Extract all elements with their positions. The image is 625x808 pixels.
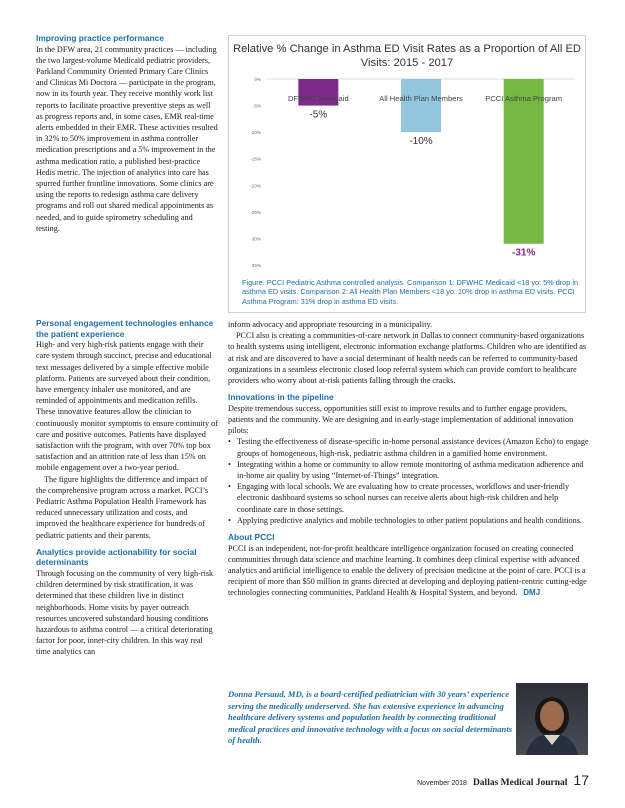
author-bio: Donna Persaud, MD, is a board-certified pediatrician with 30 years’ experience serving the medically underserved. She has extensive experience in advancing healthcare delivery systems and population health by connecting traditional medical practices and innovative technology with a focus on social determinants of health. bbox=[228, 689, 513, 746]
category-label: DFWHC Medicaid bbox=[287, 94, 349, 103]
y-tick-label: 0% bbox=[254, 77, 261, 82]
y-tick-label: -30% bbox=[250, 236, 261, 242]
footer-date: November 2018 bbox=[417, 780, 467, 787]
about-pcci-text: PCCI is an independent, not-for-profit healthcare intelligence organization focused on creating connected communities through data science and machine learning. It combines deep clinical expertise with advanced analytics and artificial intelligence to enable the delivery of precision medicine at the point of care. PCCI is a recipient of more than $50 million in grants directed at developing and deploying patient-centric cutting-edge technologies connecting communities, Parkland Health & Hospital System, and beyond. bbox=[228, 543, 587, 598]
dmj-end-mark: DMJ bbox=[523, 588, 541, 598]
bar-chart bbox=[229, 36, 587, 276]
y-tick-label: -10% bbox=[250, 130, 261, 136]
left-column-bottom bbox=[36, 318, 218, 658]
section-heading-practice-performance: Improving practice performance bbox=[36, 33, 164, 43]
chart-title: Relative % Change in Asthma ED Visit Rates as a Proportion of All ED Visits: 2015 - 2017 bbox=[232, 43, 582, 69]
section-heading-social-determinants: Analytics provide actionability for social determinants bbox=[36, 546, 197, 568]
section-heading-about-pcci: About PCCI bbox=[228, 532, 275, 543]
y-tick-label: -5% bbox=[252, 103, 261, 109]
bar-pcci-asthma-program bbox=[504, 79, 544, 244]
section-heading-personal-engagement: Personal engagement technologies enhance the patient experience bbox=[36, 318, 214, 339]
figure-caption: Figure. PCCI Pediatric Asthma controlled analysis. Comparison 1: DFWHC Medicaid <18 yo: 5% drop in asthma ED visits. Comparison 2: All Health Plan Members <18 yo: 10% drop in asthma ED visits. PCCI Asthma Program: 31% drop in asthma ED visits. bbox=[242, 278, 578, 306]
about-pcci-paragraph bbox=[228, 543, 589, 599]
left-column-top bbox=[36, 33, 218, 234]
chart-figure bbox=[228, 35, 586, 313]
bullet-item: • Engaging with local schools. We are evaluating how to create processes, workflows and user-friendly electronic dashboard systems so school nurses can receive alerts about high-risk children and help coordinate care in those settings. bbox=[228, 481, 589, 515]
communities-of-care-paragraph: PCCI also is creating a communities-of-care network in Dallas to connect community-based organizations to health systems using intelligent, electronic information exchange platforms. Children who are identified as at risk and are discovered to have a social determinant of health needs can be referred to community-based organizations in a seamless electronic closed loop referral system which can provide comfort to healthcare providers who worry about at-risk patients falling through the cracks. bbox=[228, 331, 587, 386]
data-label: -31% bbox=[511, 247, 536, 259]
category-label: All Health Plan Members bbox=[379, 94, 463, 103]
y-tick-label: -35% bbox=[250, 263, 261, 268]
data-label: -5% bbox=[309, 109, 328, 121]
innovation-bullets bbox=[228, 436, 589, 526]
footer-journal-name: Dallas Medical Journal bbox=[472, 778, 568, 788]
personal-engagement-paragraph: High- and very high-risk patients engage with their care system through succinct, precise and educational text messages delivered by a simple effective mobile platform. Patients are surveyed about their condition, have emergency inhaler use monitored, and are reminded of appointments and medication refills. These innovative features allow the clinician to continuously monitor symptoms to ensure continuity of care and positive outcomes. Patients have displayed satisfaction with the program, with over 70% top box satisfaction and an attrition rate of less than 15% on mobile engagement over a two-year period. bbox=[36, 340, 218, 473]
y-tick-label: -25% bbox=[250, 209, 261, 215]
data-label: -10% bbox=[409, 136, 433, 148]
category-label: PCCI Asthma Program bbox=[485, 94, 563, 103]
section-heading-innovations: Innovations in the pipeline bbox=[228, 392, 334, 403]
figure-impact-paragraph: The figure highlights the difference and impact of the comprehensive program across a market. PCCI’s Pediatric Asthma Population Health Framework has reduced unnecessary utilization and costs, and improved the healthcare experience for hundreds of pediatric patients and their parents. bbox=[36, 474, 209, 540]
bullet-item: • Testing the effectiveness of disease-specific in-home personal assistance devices (Amazon Echo) to engage groups of homogeneous, high-risk, pediatric asthma children in a gamified home environment. bbox=[228, 436, 589, 458]
page-number: 17 bbox=[573, 772, 589, 788]
advocacy-line: inform advocacy and appropriate resourcing in a municipality. bbox=[228, 320, 433, 329]
social-determinants-paragraph: Through focusing on the community of very high-risk children determined by risk stratification, it was determined that these children live in distinct neighborhoods. Home visits by payer outreach resources uncovered substandard housing conditions hazardous to asthma control — a critical deteriorating factor for poor, inner-city children. In this way real time analytics can bbox=[36, 569, 214, 657]
author-photo bbox=[516, 683, 588, 755]
practice-performance-paragraph: In the DFW area, 21 community practices — including the two largest-volume Medicaid pediatric providers, Parkland Community Oriented Primary Care Clinics and Clinicas Mi Doctora — participate in the program, now in its fourth year. They receive monthly work list reports to facilitate proactive preventive steps as well as progress reports and, in some cases, EMR real-time alerts embedded in their EMR. These activities resulted in 32% to 50% improvement in asthma controller medication prescriptions and a 5% improvement in the asthma medication ratio, a published best-practice Hedis metric. The injection of analytics into care has spurred further frontline innovations. Some clinics are using the reports to redesign asthma care delivery programs and roll out shared medical appointments as needed, and to guide spirometry scheduling and testing. bbox=[36, 44, 218, 233]
innovations-paragraph: Despite tremendous success, opportunities still exist to improve results and to further engage providers, patients and the community. We are designing and in early-stage implementation of additional innovation pilots: bbox=[228, 403, 574, 436]
page-footer bbox=[417, 772, 589, 788]
y-tick-label: -15% bbox=[250, 156, 261, 162]
bullet-item: • Applying predictive analytics and mobile technologies to other patient populations and health conditions. bbox=[228, 515, 589, 526]
bar-all-health-plan-members bbox=[401, 79, 441, 132]
right-column bbox=[228, 319, 589, 599]
y-tick-label: -20% bbox=[250, 183, 261, 189]
bullet-item: • Integrating within a home or community to allow remote monitoring of asthma medication adherence and in-home air quality by using “Internet-of-Things” integration. bbox=[228, 459, 589, 481]
